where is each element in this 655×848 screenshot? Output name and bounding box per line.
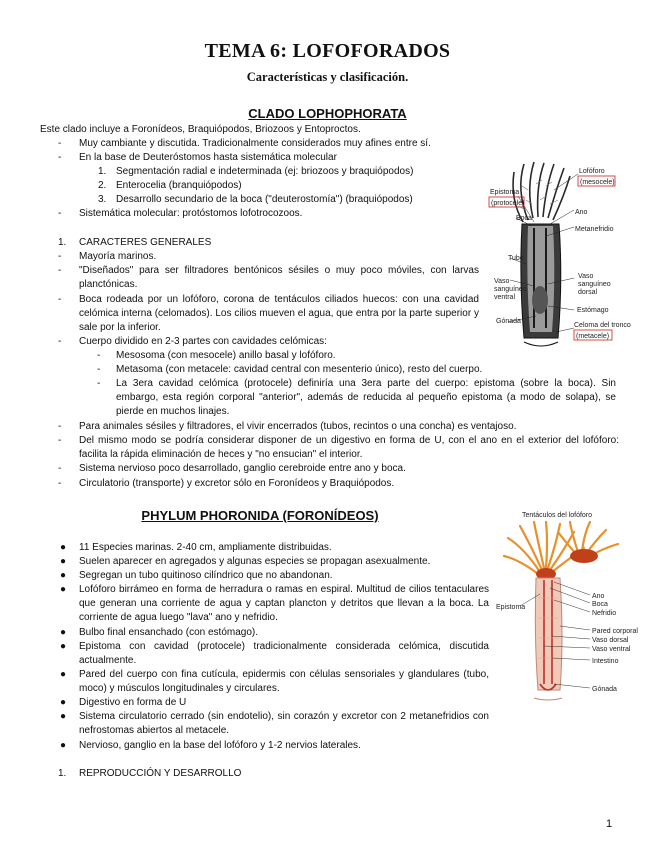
body-part-item: La 3era cavidad celómica (protocele) definiría una 3era parte del cuerpo: epistoma (sobre la boca). Sin embargo, esta región corporal "anterior", además de reducida al pequeño epistoma (a modo de solapa), se pierde en muchos linajes. [116,378,616,418]
phoronida-figure [494,508,646,703]
document-subtitle: Características y clasificación. [246,70,409,84]
clado-heading: CLADO LOPHOPHORATA [248,106,407,121]
label-tentaculos: Tentáculos del lofóforo [522,512,593,519]
phoronida-bullet: Epistoma con cavidad (protocele) tradicionalmente considerada celómica, discutida actualmente. [79,641,489,667]
character-item: Sistema nervioso poco desarrollado, ganglio cerebroide entre ano y boca. [79,463,406,474]
phoronida-bullet: Segregan un tubo quitinoso cilíndrico que no abandonan. [79,570,333,581]
deut-item: Desarrollo secundario de la boca ("deuterostomía") (braquiópodos) [116,194,413,205]
dash-marker: - [58,251,62,262]
characters-heading: CARACTERES GENERALES [79,237,212,248]
label-mesocele: (mesocele) [580,179,615,186]
phoronida-bullet: Bulbo final ensanchado (con estómago). [79,627,259,638]
dash-marker: - [58,138,62,149]
document-title: TEMA 6: LOFOFORADOS [204,40,451,62]
label-gonada: Gónada [592,686,617,693]
dash-marker: - [58,294,62,305]
tentacles-drawing [504,522,618,574]
label-vaso-dorsal: Vaso dorsal [592,637,629,644]
label-ano: Ano [575,209,588,216]
phoronida-bullet: Pared del cuerpo con fina cutícula, epidermis con células sensoriales y glandulares (tubo, moco) y músculos longitudinales y circulares. [79,669,489,695]
dash-marker: - [58,478,62,489]
number-marker: 1. [98,166,107,177]
bullet-marker: ● [60,740,67,751]
bullet-marker: ● [60,641,67,652]
dash-marker: - [58,463,62,474]
lophophorata-figure [488,160,638,355]
dash-marker: - [58,336,62,347]
dash-marker: - [58,435,62,446]
label-pared: Pared corporal [592,628,638,635]
dash-marker: - [58,265,62,276]
phoronida-bullet: Sistema circulatorio cerrado (sin endotelio), sin corazón y excretor con 2 metanefridios con nefrostomas abiertos al metacele. [79,711,489,737]
label-vaso-ventral: Vaso ventral [592,646,631,653]
label-nefridio: Nefridio [592,610,617,617]
label-metanefridio: Metanefridio [575,226,614,233]
number-marker: 3. [98,194,107,205]
clado-intro: Este clado incluye a Foronídeos, Braquiópodos, Briozoos y Entoproctos. [40,124,361,135]
label-epistoma: Epistoma [496,604,526,611]
clado-bullet: Muy cambiante y discutida. Tradicionalmente considerados muy afines entre sí. [79,138,431,149]
bullet-marker: ● [60,697,67,708]
label-vaso-ventral-2: sanguíneo [494,286,527,293]
bullet-marker: ● [60,542,67,553]
character-item: Del mismo modo se podría considerar disponer de un digestivo en forma de U, con el ano en el exterior del lofóforo: facilita la rápida eliminación de heces y "no ensucian" el interior. [79,435,619,461]
page-number: 1 [606,818,613,830]
number-marker: 1. [58,237,67,248]
label-gonada: Gónada [496,318,521,325]
bullet-marker: ● [60,627,67,638]
character-item: "Diseñados" para ser filtradores bentónicos sésiles o muy poco móviles, con larvas planctónicas. [79,265,479,291]
character-item: Mayoría marinos. [79,251,157,262]
bullet-marker: ● [60,669,67,680]
bullet-marker: ● [60,711,67,722]
character-item: Cuerpo dividido en 2-3 partes con cavidades celómicas: [79,336,327,347]
body-part-item: Metasoma (con metacele: cavidad central con mesenterio único), resto del cuerpo. [116,364,483,375]
label-vaso-dorsal-2: sanguíneo [578,281,611,288]
label-protocele: (protocele) [491,200,525,207]
clado-bullet: Sistemática molecular: protóstomos lofotrocozoos. [79,208,303,219]
label-boca: Boca [516,215,532,222]
bullet-marker: ● [60,584,67,595]
phoronida-bullet: 11 Especies marinas. 2-40 cm, ampliamente distribuidas. [79,542,332,553]
label-tubo: Tubo [508,255,524,262]
dash-marker: - [58,152,62,163]
label-ano: Ano [592,593,605,600]
label-metacele: (metacele) [576,333,610,340]
label-lofoforo: Lofóforo [579,168,605,175]
phoronida-heading: PHYLUM PHORONIDA (FORONÍDEOS) [141,508,379,523]
reproduction-heading: REPRODUCCIÓN Y DESARROLLO [79,768,242,779]
deut-item: Segmentación radial e indeterminada (ej: briozoos y braquiópodos) [116,166,414,177]
character-item: Circulatorio (transporte) y excretor sólo en Foronídeos y Braquiópodos. [79,478,395,489]
body-part-item: Mesosoma (con mesocele) anillo basal y lofóforo. [116,350,336,361]
dash-marker: - [97,378,101,389]
number-marker: 2. [98,180,107,191]
dash-marker: - [97,364,101,375]
bullet-marker: ● [60,556,67,567]
label-vaso-ventral-1: Vaso [494,278,510,285]
phoronida-bullet: Digestivo en forma de U [79,697,187,708]
dash-marker: - [58,421,62,432]
body-drawing [535,578,562,690]
phoronida-bullet: Nervioso, ganglio en la base del lofóforo y 1-2 nervios laterales. [79,740,361,751]
dash-marker: - [58,208,62,219]
character-item: Boca rodeada por un lofóforo, corona de tentáculos ciliados huecos: con una cavidad celómica interna (celomados). Los cilios mueven el agua, que entra por la parte superior y sale por la inferior. [79,294,479,334]
number-marker: 1. [58,768,67,779]
label-intestino: Intestino [592,658,619,665]
label-boca: Boca [592,601,608,608]
deut-item: Enterocelia (branquiópodos) [116,180,242,191]
bullet-marker: ● [60,570,67,581]
label-epistoma: Epistoma [490,189,520,196]
clado-bullet: En la base de Deuteróstomos hasta sistemática molecular [79,152,337,163]
phoronida-bullet: Suelen aparecer en agregados y algunas especies se propagan asexualmente. [79,556,431,567]
label-celoma-tronco: Celoma del tronco [574,322,631,329]
label-vaso-dorsal-1: Vaso [578,273,594,280]
character-item: Para animales sésiles y filtradores, el vivir encerrados (tubos, recintos o una concha) es ventajoso. [79,421,517,432]
phoronida-bullet: Lofóforo birrámeo en forma de herradura o ramas en espiral. Multitud de cilios tentaculares que generan una corriente de agua y captan plancton y detritos que llevan a la boca. La corriente de agua luego "lava" ano y nefridio. [79,584,489,624]
dash-marker: - [97,350,101,361]
label-vaso-ventral-3: ventral [494,294,516,301]
label-estomago: Estómago [577,307,609,314]
tentacles-drawing [513,162,570,222]
label-vaso-dorsal-3: dorsal [578,289,598,296]
